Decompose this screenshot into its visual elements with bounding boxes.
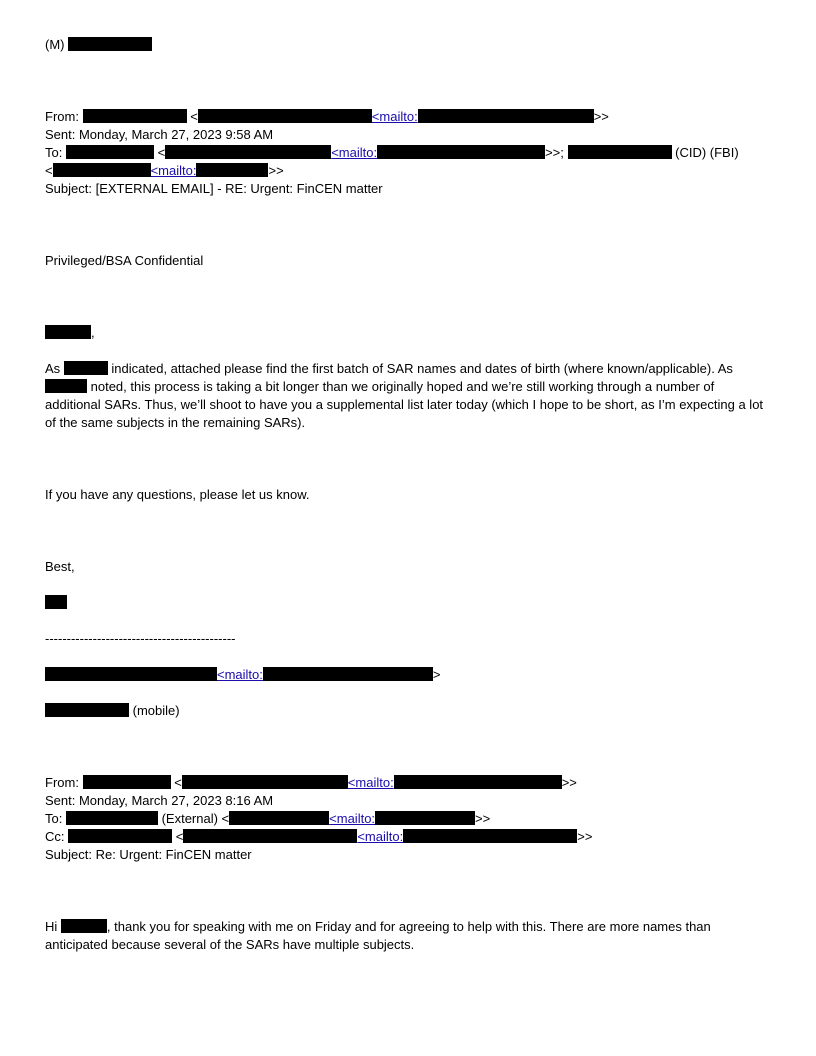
redaction-block — [394, 775, 562, 789]
signature-name — [45, 594, 67, 612]
separator-text: >>; — [545, 145, 564, 160]
cc-label: Cc: — [45, 829, 65, 844]
redaction-block — [45, 703, 129, 717]
redaction-block — [229, 811, 329, 825]
redaction-block — [418, 109, 594, 123]
angle-close: >> — [577, 829, 593, 844]
email2-sent-line: Sent: Monday, March 27, 2023 8:16 AM — [45, 793, 274, 808]
redaction-block — [196, 163, 268, 177]
email1-subject: Subject: [EXTERNAL EMAIL] - RE: Urgent: FinCEN matter — [45, 181, 383, 196]
redaction-block — [198, 109, 372, 123]
email1-sent-line: Sent: Monday, March 27, 2023 9:58 AM — [45, 127, 274, 142]
email2-body-paragraph — [45, 918, 770, 954]
redaction-block — [263, 667, 433, 681]
page-label: (M) — [45, 37, 65, 52]
redaction-block — [403, 829, 577, 843]
mailto-link[interactable]: <mailto: — [331, 145, 378, 160]
redaction-block — [64, 361, 108, 375]
redaction-block — [68, 829, 172, 843]
redaction-block — [375, 811, 475, 825]
greeting-comma: , — [91, 325, 95, 340]
redaction-block — [53, 163, 151, 177]
mobile-label: (mobile) — [132, 703, 180, 718]
mailto-link[interactable]: <mailto: — [329, 811, 376, 826]
email2-cc-line — [45, 828, 592, 846]
email2-to-line — [45, 810, 490, 828]
to-label: To: — [45, 811, 63, 826]
redaction-block — [83, 775, 171, 789]
redaction-block — [66, 145, 154, 159]
signature-phone-line — [45, 702, 180, 720]
redaction-block — [83, 109, 187, 123]
redaction-block — [61, 919, 107, 933]
body-text: , thank you for speaking with me on Friday and for agreeing to help with this. There are more names than anticipated because several of the SARs have multiple subjects. — [45, 919, 711, 952]
angle-open: < — [190, 109, 198, 124]
angle-open: < — [157, 145, 166, 160]
mailto-link[interactable]: <mailto: — [347, 775, 394, 790]
mailto-link[interactable]: <mailto: — [357, 829, 404, 844]
signature-email-line — [45, 666, 440, 684]
to-suffix: (CID) (FBI) — [675, 145, 739, 160]
angle-close: >> — [475, 811, 491, 826]
privileged-notice: Privileged/BSA Confidential — [45, 253, 204, 268]
redaction-block — [45, 595, 67, 609]
signature-separator: -------------------------------------------- — [45, 631, 236, 646]
from-label: From: — [45, 109, 79, 124]
mailto-link[interactable]: <mailto: — [150, 163, 197, 178]
redaction-block — [45, 325, 91, 339]
email1-to-line — [45, 144, 739, 162]
angle-open: < — [45, 163, 53, 178]
redaction-block — [68, 37, 152, 51]
email2-from-line — [45, 774, 577, 792]
email1-from-line — [45, 108, 609, 126]
redaction-block — [182, 775, 348, 789]
email2-subject: Subject: Re: Urgent: FinCEN matter — [45, 847, 252, 862]
angle-open: < — [174, 775, 182, 790]
greeting-line — [45, 324, 95, 342]
redaction-block — [165, 145, 331, 159]
redaction-block — [45, 379, 87, 393]
page-label-line — [45, 36, 152, 54]
angle-close: > — [432, 667, 441, 682]
email1-to-continuation — [45, 162, 284, 180]
mailto-link[interactable]: <mailto: — [217, 667, 263, 682]
redaction-block — [45, 667, 217, 681]
redaction-block — [183, 829, 357, 843]
body-text: noted, this process is taking a bit longer than we originally hoped and we’re still working through a number of additional SARs. Thus, we’ll shoot to have you a supplemental list later today (which I hope to be short, as I’m expecting a lot of the same subjects in the remaining SARs). — [45, 379, 764, 430]
closing-line: Best, — [45, 559, 75, 574]
redaction-block — [377, 145, 545, 159]
body-text: indicated, attached please find the first batch of SAR names and dates of birth (where known/applicable). As — [111, 361, 733, 376]
redaction-block — [568, 145, 672, 159]
angle-close: >> — [268, 163, 284, 178]
to-label: To: — [45, 145, 63, 160]
questions-line: If you have any questions, please let us know. — [45, 487, 310, 502]
redaction-block — [66, 811, 158, 825]
body-text: As — [45, 361, 61, 376]
angle-close: >> — [593, 109, 609, 124]
body-text: Hi — [45, 919, 58, 934]
from-label: From: — [45, 775, 79, 790]
email1-body-paragraph — [45, 360, 770, 432]
angle-open: < — [175, 829, 184, 844]
angle-close: >> — [561, 775, 577, 790]
mailto-link[interactable]: <mailto: — [371, 109, 418, 124]
to-external: (External) < — [161, 811, 230, 826]
